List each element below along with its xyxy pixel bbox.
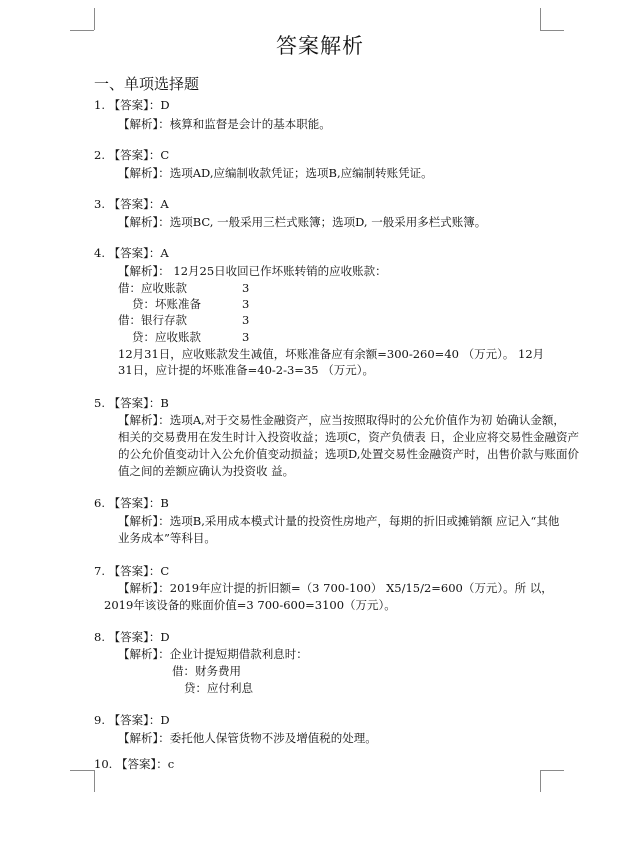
corner-mark-top-right-v (540, 8, 541, 30)
answer-line: 1. 【答案】：D (94, 98, 170, 112)
answer-line: 9. 【答案】：D (94, 713, 170, 727)
answer-line: 【解析】：选项B,采用成本模式计量的投资性房地产，每期的折旧或摊销额 应记入“其他 (118, 514, 560, 528)
answer-line: 12月31日，应收账款发生减值，坏账准备应有余额=300-260=40 （万元）。 12月 (118, 347, 545, 361)
answer-line: 借：应收账款 (118, 281, 187, 295)
answer-line: 贷：应付利息 (184, 681, 253, 695)
answer-line: 10. 【答案】：c (94, 757, 175, 771)
answer-line: 3 (242, 313, 250, 327)
corner-mark-bottom-left-v (94, 770, 95, 792)
answer-line: 值之间的差额应确认为投资收 益。 (118, 464, 295, 478)
answer-line: 【解析】：企业计提短期借款利息时： (118, 647, 308, 661)
answer-line: 5. 【答案】：B (94, 396, 169, 410)
corner-mark-top-left-v (94, 8, 95, 30)
answer-line: 贷：坏账准备 (132, 297, 201, 311)
answer-line: 2. 【答案】：C (94, 148, 170, 162)
answer-line: 8. 【答案】：D (94, 630, 170, 644)
corner-mark-bottom-right-v (540, 770, 541, 792)
answer-line: 【解析】：核算和监督是会计的基本职能。 (118, 117, 331, 131)
answer-line: 【解析】：2019年应计提的折旧额=（3 700-100） X5/15/2=600（万元）。所 以， (118, 581, 553, 595)
answer-line: 的公允价值变动计入公允价值变动损益；选项D,处置交易性金融资产时，出售价款与账面价 (118, 447, 579, 461)
answer-line: 3 (242, 330, 250, 344)
answer-line: 【解析】：选项BC, 一般采用三栏式账簿；选项D, 一般采用多栏式账簿。 (118, 215, 487, 229)
answer-line: 6. 【答案】：B (94, 496, 169, 510)
answer-line: 【解析】： 12月25日收回已作坏账转销的应收账款： (118, 264, 387, 278)
corner-mark-bottom-right-h (540, 770, 564, 771)
answer-line: 贷：应收账款 (132, 330, 201, 344)
corner-mark-bottom-left-h (70, 770, 94, 771)
answer-line: 2019年该设备的账面价值=3 700-600=3100（万元）。 (104, 598, 396, 612)
section-heading: 一、单项选择题 (94, 75, 200, 93)
answer-line: 3 (242, 297, 250, 311)
answer-line: 4. 【答案】：A (94, 246, 169, 260)
answer-line: 3 (242, 281, 250, 295)
answer-line: 借：银行存款 (118, 313, 187, 327)
answer-line: 3. 【答案】：A (94, 197, 169, 211)
answer-line: 相关的交易费用在发生时计入投资收益；选项C，资产负债表 日，企业应将交易性金融资产 (118, 430, 579, 444)
answer-line: 【解析】：选项AD,应编制收款凭证；选项B,应编制转账凭证。 (118, 166, 433, 180)
answer-line: 【解析】：选项A,对于交易性金融资产，应当按照取得时的公允价值作为初 始确认金额， (118, 413, 565, 427)
answer-line: 7. 【答案】：C (94, 564, 170, 578)
answer-line: 31日，应计提的坏账准备=40-2-3=35 （万元）。 (118, 363, 374, 377)
answer-line: 【解析】：委托他人保管货物不涉及增值税的处理。 (118, 731, 377, 745)
page-title: 答案解析 (276, 34, 364, 58)
answer-line: 业务成本”等科目。 (118, 531, 216, 545)
answer-line: 借：财务费用 (172, 664, 241, 678)
